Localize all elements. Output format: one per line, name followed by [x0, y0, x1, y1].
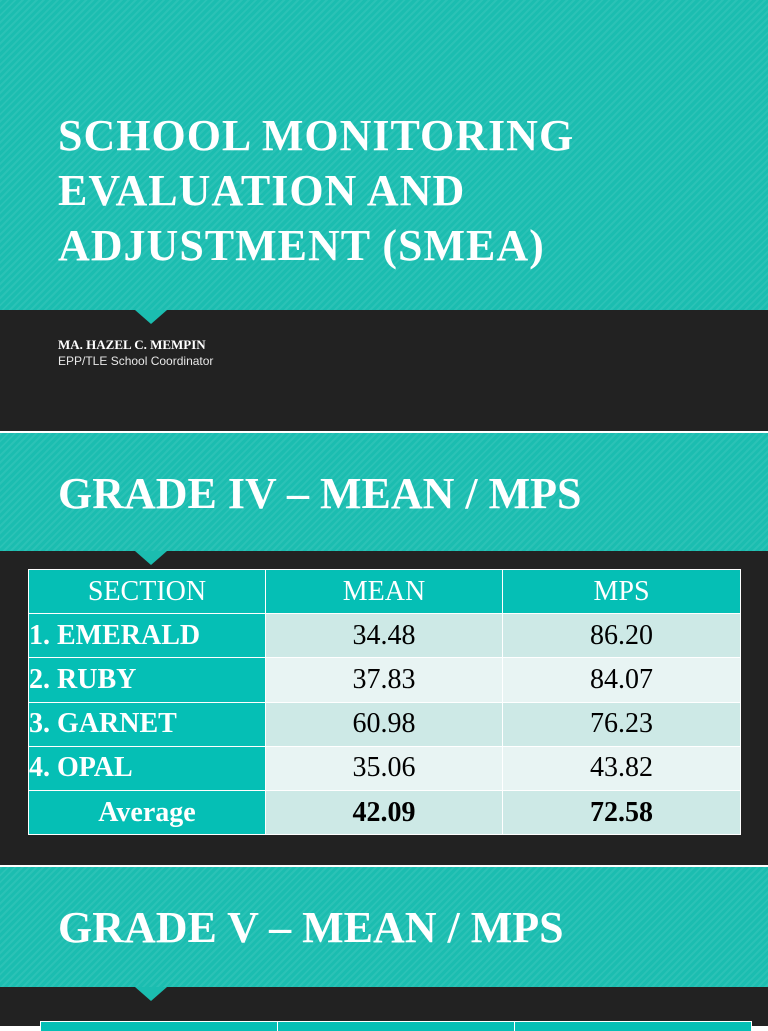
row-mps: 86.20 [503, 614, 741, 658]
row-mean: 37.83 [266, 658, 503, 702]
header-section: SECTION [29, 570, 266, 614]
average-row [29, 790, 741, 834]
table-cell [514, 1021, 752, 1031]
title-slide [0, 0, 768, 431]
table-cell [277, 1021, 514, 1031]
grade-iv-banner [0, 433, 768, 551]
row-section: 3. GARNET [29, 702, 266, 746]
header-mps: MPS [503, 570, 741, 614]
table-cell [40, 1021, 277, 1031]
row-mean: 35.06 [266, 746, 503, 790]
row-mean: 60.98 [266, 702, 503, 746]
table-row [29, 658, 741, 702]
grade-iv-slide [0, 433, 768, 865]
grade-iv-title: GRADE IV – MEAN / MPS [58, 469, 582, 518]
row-section: 4. OPAL [29, 746, 266, 790]
author-name: MA. HAZEL C. MEMPIN [58, 337, 206, 352]
banner-notch [135, 987, 167, 1001]
author-band [0, 310, 768, 431]
banner-notch [135, 310, 167, 324]
author-role: EPP/TLE School Coordinator [58, 354, 214, 368]
row-section: 1. EMERALD [29, 614, 266, 658]
grade-v-content [0, 987, 768, 1026]
average-mps: 72.58 [503, 790, 741, 834]
table-row [29, 746, 741, 790]
banner-notch [135, 551, 167, 565]
grade-v-table-top [40, 1021, 752, 1031]
row-mps: 76.23 [503, 702, 741, 746]
presentation-title: SCHOOL MONITORING EVALUATION AND ADJUSTMENT (SMEA) [58, 111, 575, 270]
average-mean: 42.09 [266, 790, 503, 834]
grade-v-slide [0, 867, 768, 1026]
table-row [29, 614, 741, 658]
row-mean: 34.48 [266, 614, 503, 658]
grade-iv-table [28, 569, 741, 835]
grade-iv-content [0, 551, 768, 865]
author-block [58, 336, 213, 370]
grade-v-title: GRADE V – MEAN / MPS [58, 903, 564, 952]
title-banner [0, 0, 768, 310]
table-row [29, 702, 741, 746]
row-mps: 84.07 [503, 658, 741, 702]
table-header-row [29, 570, 741, 614]
row-mps: 43.82 [503, 746, 741, 790]
average-label: Average [29, 790, 266, 834]
header-mean: MEAN [266, 570, 503, 614]
row-section: 2. RUBY [29, 658, 266, 702]
grade-v-banner [0, 867, 768, 987]
